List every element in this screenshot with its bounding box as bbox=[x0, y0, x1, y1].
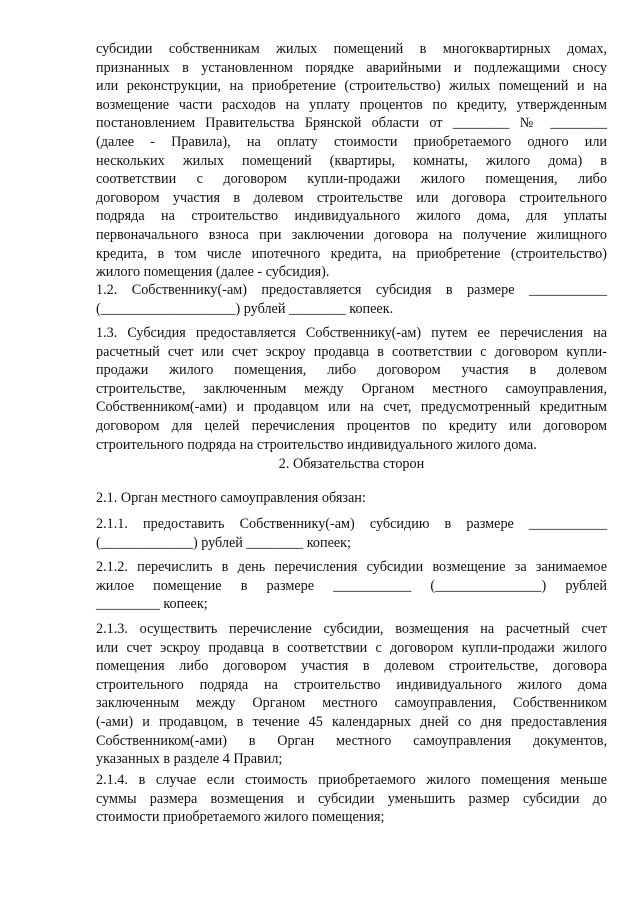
text-line: 2.1.1. предоставить Собственнику(-ам) субсидию в размере ___________ bbox=[96, 516, 607, 532]
intro-paragraph bbox=[96, 40, 607, 282]
text-line: указанных в разделе 4 Правил; bbox=[96, 751, 283, 768]
text-line: Собственником(-ами) и продавцом или на счет, предусмотренный кредитным bbox=[96, 399, 607, 416]
text-line: нескольких жилых помещений (квартиры, комнаты, жилого дома) в bbox=[96, 152, 607, 169]
text-line: строительного подряда на строительство индивидуального жилого дома. bbox=[96, 436, 537, 453]
text-line: или реконструкции, на приобретение (строительство) жилых помещений и на bbox=[96, 78, 607, 95]
text-line: 2.1.2. перечислить в день перечисления субсидии возмещение за занимаемое bbox=[96, 559, 607, 575]
text-line: кредита, в том числе ипотечного кредита, на приобретение (строительство) bbox=[96, 245, 607, 262]
text-line: (далее - Правила), на оплату стоимости приобретаемого одного или bbox=[96, 133, 607, 150]
text-line: 2.1. Орган местного самоуправления обязан: bbox=[96, 490, 366, 506]
text-line: расчетный счет или счет эскроу продавца в соответствии с договором купли- bbox=[96, 343, 607, 360]
section-heading: 2. Обязательства сторон bbox=[278, 456, 425, 472]
text-line: 2.1.3. осуществить перечисление субсидии, возмещения на расчетный счет bbox=[96, 621, 607, 637]
text-line: договором для целей перечисления процентов по кредиту или договором bbox=[96, 417, 607, 434]
text-line: _________ копеек; bbox=[96, 596, 208, 613]
paragraph-2-1-3 bbox=[96, 620, 607, 769]
text-line: жилого помещения (далее - субсидия). bbox=[96, 264, 330, 281]
text-line: строительстве, заключенным между Органом местного самоуправления, bbox=[96, 380, 607, 397]
text-line: 2.1.4. в случае если стоимость приобретаемого жилого помещения меньше bbox=[96, 772, 607, 788]
text-line: 1.3. Субсидия предоставляется Собственнику(-ам) путем ее перечисления на bbox=[96, 325, 607, 341]
paragraph-1-3 bbox=[96, 324, 607, 454]
paragraph-1-2 bbox=[96, 281, 607, 318]
paragraph-2-1-1 bbox=[96, 515, 607, 552]
text-line: суммы размера возмещения и субсидии уменьшить размер субсидии до bbox=[96, 790, 607, 807]
text-line: продажи жилого помещения, либо договором участия в долевом bbox=[96, 362, 607, 379]
text-line: субсидии собственникам жилых помещений в многоквартирных домах, bbox=[96, 41, 607, 57]
text-line: признанных в установленном порядке аварийными и подлежащими сносу bbox=[96, 59, 607, 76]
text-line: стоимости приобретаемого жилого помещения; bbox=[96, 809, 385, 826]
paragraph-2-1-2 bbox=[96, 558, 607, 614]
text-line: соответствии с договором купли-продажи жилого помещения, либо bbox=[96, 171, 607, 188]
text-line: Собственником(-ами) в Орган местного самоуправления документов, bbox=[96, 732, 607, 749]
text-line: помещения либо договором участия в долевом строительстве, договора bbox=[96, 658, 607, 675]
text-line: подряда на строительство индивидуального жилого дома, для уплаты bbox=[96, 208, 607, 225]
text-line: или счет эскроу продавца в соответствии с договором купли-продажи жилого bbox=[96, 639, 607, 656]
text-line: заключенным между Органом местного самоуправления, Собственником bbox=[96, 695, 607, 712]
text-line: возмещение части расходов на уплату процентов по кредиту, утвержденным bbox=[96, 96, 607, 113]
text-line: (_____________) рублей ________ копеек; bbox=[96, 534, 351, 551]
text-line: 1.2. Собственнику(-ам) предоставляется субсидия в размере ___________ bbox=[96, 282, 607, 298]
text-line: жилое помещение в размере ___________ (_______________) рублей bbox=[96, 577, 607, 594]
text-line: первоначального взноса при заключении договора на получение жилищного bbox=[96, 226, 607, 243]
text-line: строительного подряда на строительство индивидуального жилого дома bbox=[96, 676, 607, 693]
text-line: договором участия в долевом строительстве или договора строительного bbox=[96, 189, 607, 206]
text-line: (___________________) рублей ________ копеек. bbox=[96, 300, 394, 317]
paragraph-2-1-4 bbox=[96, 771, 607, 827]
paragraph-2-1 bbox=[96, 489, 607, 508]
text-line: постановлением Правительства Брянской области от ________ № ________ bbox=[96, 115, 607, 132]
text-line: (-ами) и продавцом, в течение 45 календарных дней со дня предоставления bbox=[96, 713, 607, 730]
